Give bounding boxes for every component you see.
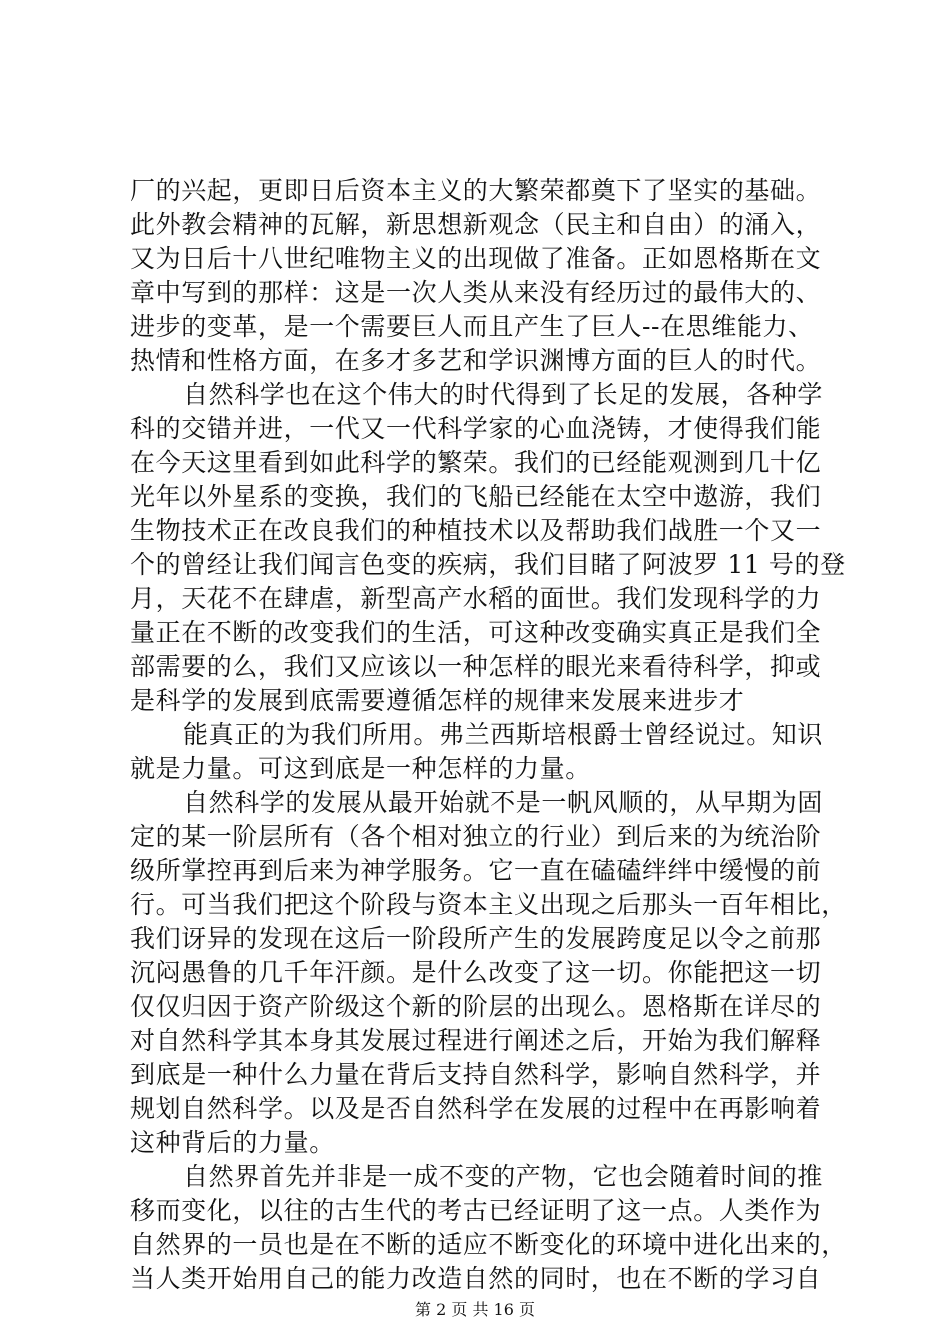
text-line: 规划自然科学。以及是否自然科学在发展的过程中在再影响着 — [130, 1094, 822, 1123]
text-line: 到底是一种什么力量在背后支持自然科学，影响自然科学，并 — [130, 1060, 822, 1089]
text-line: 章中写到的那样：这是一次人类从来没有经历过的最伟大的、 — [130, 278, 822, 307]
text-line: 进步的变革，是一个需要巨人而且产生了巨人--在思维能力、 — [130, 312, 814, 341]
text-line: 此外教会精神的瓦解，新思想新观念（民主和自由）的涌入， — [130, 210, 822, 239]
text-line: 科的交错并进，一代又一代科学家的心血浇铸，才使得我们能 — [130, 414, 822, 443]
paragraph-first-line: 自然科学的发展从最开始就不是一帆风顺的，从早期为固 — [183, 788, 824, 817]
text-line: 级所掌控再到后来为神学服务。它一直在磕磕绊绊中缓慢的前 — [130, 856, 822, 885]
text-line: 量正在不断的改变我们的生活，可这种改变确实真正是我们全 — [130, 618, 822, 647]
text-line: 移而变化，以往的古生代的考古已经证明了这一点。人类作为 — [130, 1196, 822, 1225]
text-line: 个的曾经让我们闻言色变的疾病，我们目睹了阿波罗 11 号的登 — [130, 550, 846, 579]
text-line: 自然界的一员也是在不断的适应不断变化的环境中进化出来的， — [130, 1230, 847, 1259]
text-line: 行。可当我们把这个阶段与资本主义出现之后那头一百年相比， — [130, 890, 847, 919]
text-line: 在今天这里看到如此科学的繁荣。我们的已经能观测到几十亿 — [130, 448, 822, 477]
text-line: 厂的兴起，更即日后资本主义的大繁荣都奠下了坚实的基础。 — [130, 176, 822, 205]
text-line: 热情和性格方面，在多才多艺和学识渊博方面的巨人的时代。 — [130, 346, 822, 375]
text-line: 对自然科学其本身其发展过程进行阐述之后，开始为我们解释 — [130, 1026, 822, 1055]
text-line: 沉闷愚鲁的几千年汗颜。是什么改变了这一切。你能把这一切 — [130, 958, 822, 987]
text-line: 就是力量。可这到底是一种怎样的力量。 — [130, 754, 591, 783]
text-line: 我们讶异的发现在这后一阶段所产生的发展跨度足以令之前那 — [130, 924, 822, 953]
text-line: 定的某一阶层所有（各个相对独立的行业）到后来的为统治阶 — [130, 822, 822, 851]
paragraph-first-line: 能真正的为我们所用。弗兰西斯培根爵士曾经说过。知识 — [183, 720, 824, 749]
text-line: 是科学的发展到底需要遵循怎样的规律来发展来进步才 — [130, 686, 745, 715]
text-line: 部需要的么，我们又应该以一种怎样的眼光来看待科学，抑或 — [130, 652, 822, 681]
text-line: 生物技术正在改良我们的种植技术以及帮助我们战胜一个又一 — [130, 516, 822, 545]
text-line: 月，天花不在肆虐，新型高产水稻的面世。我们发现科学的力 — [130, 584, 822, 613]
text-line: 仅仅归因于资产阶级这个新的阶层的出现么。恩格斯在详尽的 — [130, 992, 822, 1021]
text-line: 又为日后十八世纪唯物主义的出现做了准备。正如恩格斯在文 — [130, 244, 822, 273]
text-line: 这种背后的力量。 — [130, 1128, 335, 1157]
text-line: 当人类开始用自己的能力改造自然的同时，也在不断的学习自 — [130, 1264, 822, 1293]
text-line: 光年以外星系的变换，我们的飞船已经能在太空中遨游，我们 — [130, 482, 822, 511]
page-footer: 第 2 页 共 16 页 — [415, 1300, 535, 1319]
paragraph-first-line: 自然界首先并非是一成不变的产物，它也会随着时间的推 — [183, 1162, 824, 1191]
paragraph-first-line: 自然科学也在这个伟大的时代得到了长足的发展，各种学 — [183, 380, 824, 409]
